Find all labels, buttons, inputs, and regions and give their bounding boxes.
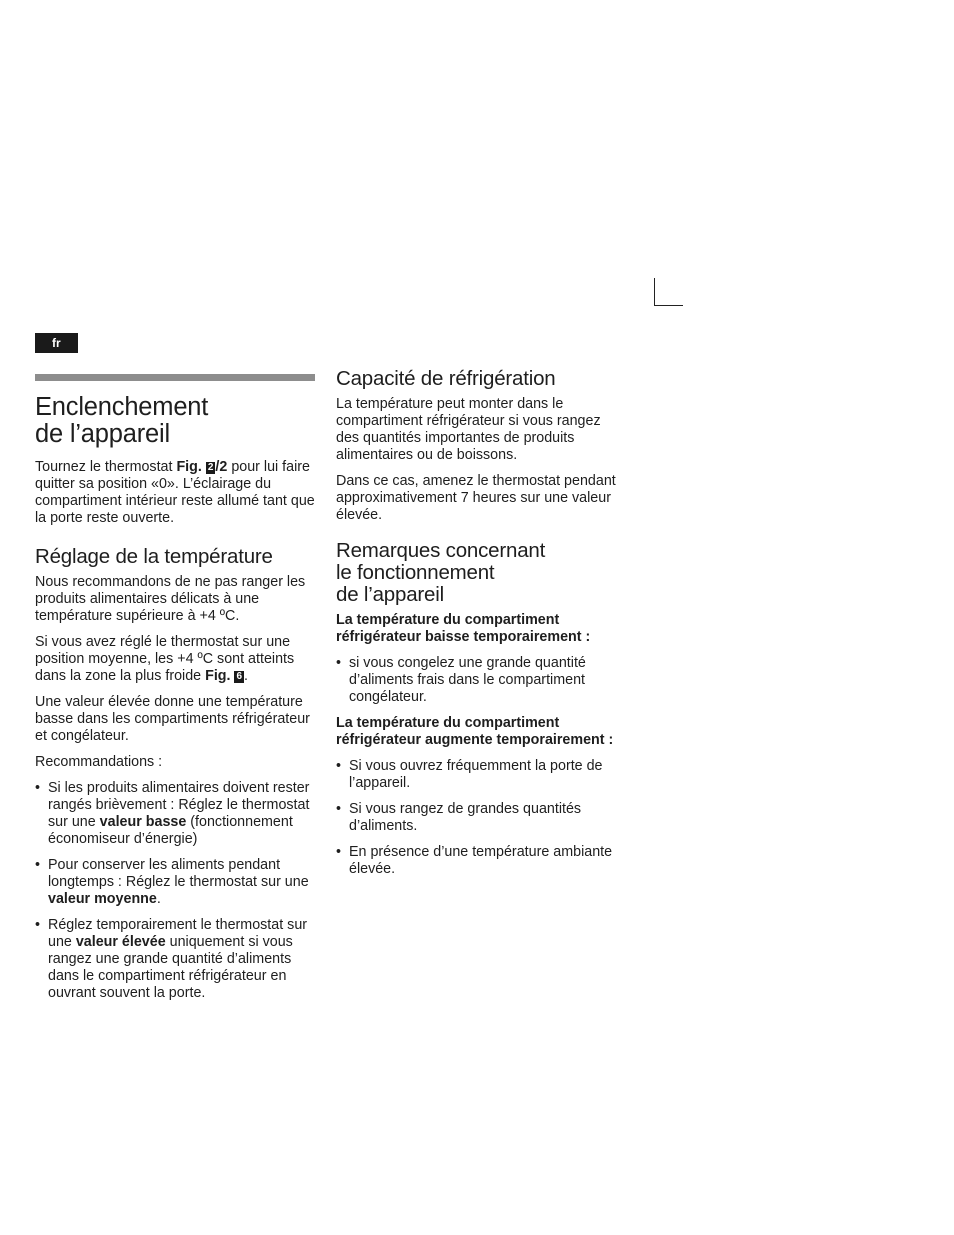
list-item: • En présence d’une température ambiante élevée.	[336, 844, 616, 878]
section-divider-bar	[35, 374, 315, 381]
crop-mark-horizontal	[654, 305, 683, 306]
list-item: • Pour conserver les aliments pendant longtemps : Réglez le thermostat sur une valeur moyenne.	[35, 857, 317, 908]
reglage-paragraph-1: Nous recommandons de ne pas ranger les produits alimentaires délicats à une température supérieure à +4 ºC.	[35, 574, 306, 624]
heading-capacite: Capacité de réfrigération	[336, 367, 556, 390]
figure-number-badge: 6	[236, 671, 243, 682]
list-item: • si vous congelez une grande quantité d’aliments frais dans le compartiment congélateur.	[336, 655, 616, 706]
reglage-recommandations: Recommandations :	[35, 754, 163, 770]
figure-number-badge: 2	[207, 462, 214, 473]
language-tab: fr	[35, 333, 78, 353]
intro-paragraph: Tournez le thermostat Fig. 2 /2 pour lui faire quitter sa position «0». L’éclairage du compartiment intérieur reste allumé tant que la porte reste ouverte.	[35, 459, 315, 526]
remarques-subheading-1: La température du compartiment réfrigérateur baisse temporairement :	[336, 612, 591, 645]
list-item: • Si vous rangez de grandes quantités d’aliments.	[336, 801, 616, 835]
page-title-line2: de l’appareil	[35, 420, 170, 448]
list-item: • Si vous ouvrez fréquemment la porte de l’appareil.	[336, 758, 616, 792]
heading-remarques: Remarques concernant le fonctionnement de l’appareil	[336, 539, 546, 606]
reglage-paragraph-3: Une valeur élevée donne une température basse dans les compartiments réfrigérateur et congélateur.	[35, 694, 310, 744]
capacite-paragraph-2: Dans ce cas, amenez le thermostat pendant approximativement 7 heures sur une valeur élevée.	[336, 473, 616, 523]
page-title-line1: Enclenchement	[35, 393, 209, 421]
left-column	[35, 374, 317, 1011]
remarques-list-2	[336, 758, 616, 878]
recommandations-list	[35, 780, 317, 1002]
capacite-paragraph-1: La température peut monter dans le compartiment réfrigérateur si vous rangez des quantités importantes de produits alimentaires ou de boissons.	[336, 396, 601, 463]
remarques-subheading-2: La température du compartiment réfrigérateur augmente temporairement :	[336, 715, 614, 748]
page-title	[35, 394, 317, 448]
heading-reglage: Réglage de la température	[35, 545, 273, 568]
crop-mark-vertical	[654, 278, 655, 306]
reglage-paragraph-2: Si vous avez réglé le thermostat sur une position moyenne, les +4 ºC sont atteints dans la zone la plus froide Fig. 6 .	[35, 634, 295, 684]
list-item: • Réglez temporairement le thermostat sur une valeur élevée uniquement si vous rangez une grande quantité d’aliments dans le compartiment réfrigérateur en ouvrant souvent la porte.	[35, 917, 317, 1002]
right-column	[336, 368, 616, 887]
remarques-list-1	[336, 655, 616, 706]
list-item: • Si les produits alimentaires doivent rester rangés brièvement : Réglez le thermostat sur une valeur basse (fonctionnement économiseur d’énergie)	[35, 780, 317, 848]
